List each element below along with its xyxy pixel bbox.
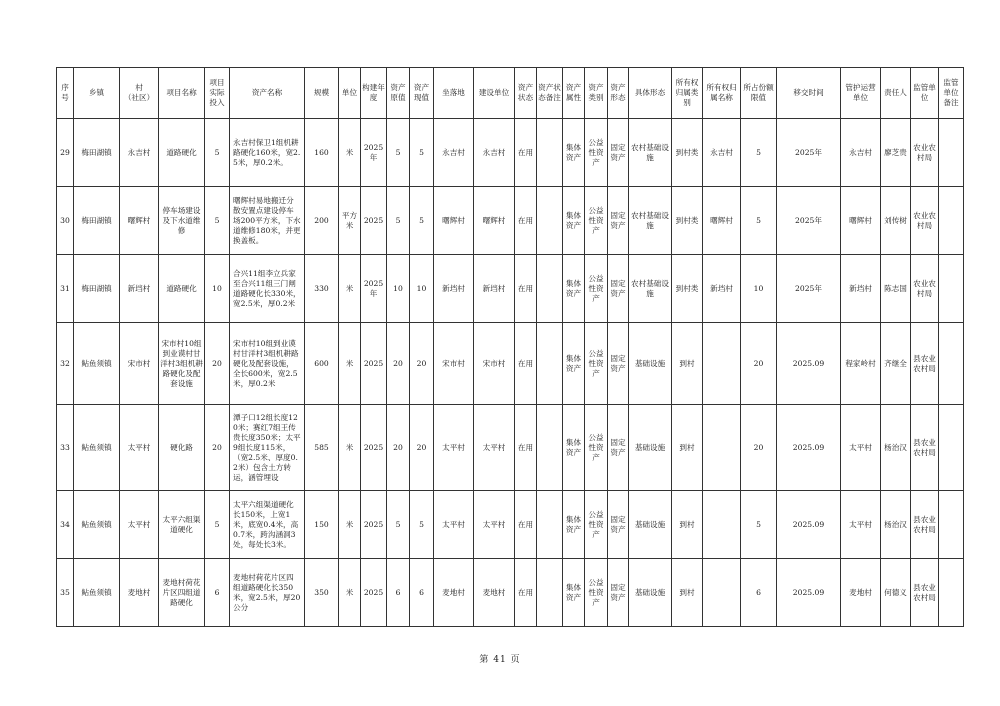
table-cell: 新垱村: [703, 255, 741, 323]
table-cell: 农业农村局: [911, 187, 939, 255]
table-cell: 集体资产: [563, 119, 585, 187]
table-cell: 永吉村: [841, 119, 881, 187]
column-header: 规模: [305, 68, 339, 119]
table-cell: [537, 491, 563, 559]
table-cell: [537, 255, 563, 323]
table-cell: [939, 323, 964, 405]
table-cell: 到村类: [672, 119, 703, 187]
table-cell: 2025.09: [777, 491, 841, 559]
table-cell: 2025.09: [777, 559, 841, 627]
table-cell: 太平六组渠道硬化: [159, 491, 205, 559]
table-cell: 杨治汉: [881, 405, 911, 491]
table-cell: 廖芝贵: [881, 119, 911, 187]
table-row: [57, 491, 964, 559]
table-cell: [939, 491, 964, 559]
table-cell: 宋市村: [120, 323, 159, 405]
table-cell: 县农业农村局: [911, 323, 939, 405]
table-cell: 齐继全: [881, 323, 911, 405]
table-cell: 2025.09: [777, 323, 841, 405]
table-cell: 2025: [361, 323, 387, 405]
table-cell: 永吉村: [120, 119, 159, 187]
table-cell: 农业农村局: [911, 119, 939, 187]
table-cell: 2025年: [361, 255, 387, 323]
table-cell: 5: [410, 119, 434, 187]
table-cell: 公益性资产: [585, 491, 608, 559]
column-header: 建设单位: [474, 68, 515, 119]
table-cell: 太平村: [434, 491, 474, 559]
table-cell: 鲇鱼须镇: [74, 491, 120, 559]
table-cell: 米: [339, 255, 361, 323]
table-cell: [537, 405, 563, 491]
table-cell: [537, 119, 563, 187]
table-cell: [703, 559, 741, 627]
table-cell: 集体资产: [563, 559, 585, 627]
table-cell: [537, 559, 563, 627]
table-cell: 新垱村: [474, 255, 515, 323]
table-cell: 在用: [515, 491, 537, 559]
table-cell: 5: [410, 491, 434, 559]
table-cell: 到村类: [672, 187, 703, 255]
table-cell: 6: [410, 559, 434, 627]
table-cell: 太平村: [120, 405, 159, 491]
table-cell: [537, 323, 563, 405]
table-cell: 曙辉村: [703, 187, 741, 255]
table-cell: 基础设施: [629, 559, 672, 627]
table-row: [57, 255, 964, 323]
page-number: 第 41 页: [479, 655, 521, 665]
table-cell: 麦地村: [120, 559, 159, 627]
table-row: [57, 187, 964, 255]
column-header: 构建年度: [361, 68, 387, 119]
table-cell: 31: [57, 255, 74, 323]
header-row: [57, 68, 964, 119]
table-cell: 固定资产: [608, 405, 629, 491]
table-cell: 曙辉村: [120, 187, 159, 255]
table-cell: 曙辉村: [841, 187, 881, 255]
table-cell: 在用: [515, 559, 537, 627]
table-cell: 宋市村10组到业谟村甘洋村3组机耕路硬化及配套设施，全长600米，宽2.5米，厚0.2米: [230, 323, 305, 405]
table-cell: 固定资产: [608, 255, 629, 323]
table-cell: 停车场建设及下水道维修: [159, 187, 205, 255]
table-cell: [703, 323, 741, 405]
column-header: 具体形态: [629, 68, 672, 119]
asset-table-sheet: [56, 67, 959, 627]
table-cell: 合兴11组李立兵家至合兴11组三门闸道路硬化长330米，宽2.5米，厚0.2米: [230, 255, 305, 323]
table-cell: 米: [339, 405, 361, 491]
table-cell: [537, 187, 563, 255]
table-cell: 585: [305, 405, 339, 491]
column-header: 项目名称: [159, 68, 205, 119]
table-cell: 34: [57, 491, 74, 559]
table-cell: 5: [387, 187, 410, 255]
table-cell: 20: [741, 323, 777, 405]
table-row: [57, 559, 964, 627]
table-cell: 农村基础设施: [629, 255, 672, 323]
table-cell: 米: [339, 491, 361, 559]
table-cell: 到村: [672, 323, 703, 405]
table-cell: 新垱村: [434, 255, 474, 323]
table-cell: 道路硬化: [159, 119, 205, 187]
table-cell: 永吉村保卫1组机耕路硬化160米，宽2.5米，厚0.2米。: [230, 119, 305, 187]
table-cell: 太平六组渠道硬化长150米，上宽1米，底宽0.4米，高0.7米，跨沟涵洞3处，每处长3米。: [230, 491, 305, 559]
table-cell: 集体资产: [563, 323, 585, 405]
column-header: 单位: [339, 68, 361, 119]
table-cell: 陈志国: [881, 255, 911, 323]
table-cell: 2025年: [777, 255, 841, 323]
table-cell: 10: [387, 255, 410, 323]
column-header: 责任人: [881, 68, 911, 119]
column-header: 资产形态: [608, 68, 629, 119]
column-header: 项目实际投入: [205, 68, 230, 119]
table-cell: 350: [305, 559, 339, 627]
table-cell: 宋市村: [474, 323, 515, 405]
column-header: 所有权归属类别: [672, 68, 703, 119]
table-cell: 2025: [361, 491, 387, 559]
column-header: 监管单位: [911, 68, 939, 119]
table-cell: 到村类: [672, 255, 703, 323]
table-cell: [939, 119, 964, 187]
column-header: 序号: [57, 68, 74, 119]
table-cell: 2025年: [777, 119, 841, 187]
table-cell: 集体资产: [563, 187, 585, 255]
table-cell: 到村: [672, 559, 703, 627]
table-cell: 公益性资产: [585, 405, 608, 491]
table-cell: [703, 405, 741, 491]
column-header: 资产属性: [563, 68, 585, 119]
table-cell: 固定资产: [608, 559, 629, 627]
table-cell: 5: [410, 187, 434, 255]
asset-table: [56, 67, 964, 627]
table-cell: 永吉村: [434, 119, 474, 187]
column-header: 移交时间: [777, 68, 841, 119]
table-cell: 麦地村荷花片区四组道路硬化长350米，宽2.5米，厚20公分: [230, 559, 305, 627]
table-row: [57, 405, 964, 491]
table-cell: [939, 187, 964, 255]
table-cell: 农村基础设施: [629, 187, 672, 255]
table-cell: 麦地村: [841, 559, 881, 627]
table-cell: [939, 255, 964, 323]
table-cell: 33: [57, 405, 74, 491]
table-cell: 公益性资产: [585, 323, 608, 405]
table-cell: 在用: [515, 405, 537, 491]
table-cell: 米: [339, 119, 361, 187]
table-cell: 新垱村: [841, 255, 881, 323]
table-cell: 2025年: [361, 119, 387, 187]
table-cell: 2025年: [777, 187, 841, 255]
column-header: 资产类别: [585, 68, 608, 119]
table-cell: 平方米: [339, 187, 361, 255]
column-header: 资产现值: [410, 68, 434, 119]
table-cell: 35: [57, 559, 74, 627]
table-cell: [703, 491, 741, 559]
table-cell: 永吉村: [703, 119, 741, 187]
table-cell: 刘传树: [881, 187, 911, 255]
table-cell: 米: [339, 559, 361, 627]
table-cell: 公益性资产: [585, 255, 608, 323]
table-cell: 330: [305, 255, 339, 323]
table-cell: 太平村: [841, 491, 881, 559]
table-cell: 县农业农村局: [911, 405, 939, 491]
table-cell: 太平村: [841, 405, 881, 491]
table-cell: 新垱村: [120, 255, 159, 323]
column-header: 监管单位备注: [939, 68, 964, 119]
table-cell: 固定资产: [608, 323, 629, 405]
table-cell: 5: [387, 119, 410, 187]
table-cell: 县农业农村局: [911, 559, 939, 627]
table-body: [57, 119, 964, 627]
table-cell: 鲇鱼须镇: [74, 405, 120, 491]
table-cell: [939, 559, 964, 627]
table-cell: 宋市村: [434, 323, 474, 405]
table-cell: 基础设施: [629, 405, 672, 491]
table-cell: 在用: [515, 187, 537, 255]
column-header: 所有权归属名称: [703, 68, 741, 119]
table-cell: 10: [410, 255, 434, 323]
table-cell: 梅田湖镇: [74, 119, 120, 187]
column-header: 坐落地: [434, 68, 474, 119]
table-cell: 宋市村10组到业谟村甘洋村3组机耕路硬化及配套设施: [159, 323, 205, 405]
table-cell: 曙辉村易地搬迁分散安置点建设停车场200平方米，下水道维修180米，并更换盖板。: [230, 187, 305, 255]
table-cell: 32: [57, 323, 74, 405]
table-cell: 公益性资产: [585, 559, 608, 627]
table-cell: 到村: [672, 491, 703, 559]
table-cell: 到村: [672, 405, 703, 491]
table-cell: 固定资产: [608, 187, 629, 255]
table-cell: 6: [741, 559, 777, 627]
table-cell: 麦地村: [434, 559, 474, 627]
table-cell: 集体资产: [563, 255, 585, 323]
table-cell: 在用: [515, 255, 537, 323]
table-cell: 6: [205, 559, 230, 627]
table-cell: 150: [305, 491, 339, 559]
table-cell: 29: [57, 119, 74, 187]
table-cell: 20: [410, 323, 434, 405]
table-cell: 20: [741, 405, 777, 491]
table-cell: 潭子口12组长度120米；赛红7组王传贵长度350米；太平9组长度115米，（宽2.5米、厚度0.2米）包含土方转运，涵管埋设: [230, 405, 305, 491]
table-cell: 集体资产: [563, 405, 585, 491]
table-cell: 集体资产: [563, 491, 585, 559]
table-cell: 太平村: [474, 491, 515, 559]
table-cell: 5: [387, 491, 410, 559]
table-cell: 5: [205, 491, 230, 559]
table-cell: 20: [410, 405, 434, 491]
column-header: 资产状态备注: [537, 68, 563, 119]
table-cell: 2025.09: [777, 405, 841, 491]
table-cell: 2025: [361, 405, 387, 491]
table-cell: 农业农村局: [911, 255, 939, 323]
table-cell: 10: [205, 255, 230, 323]
table-cell: 2025: [361, 559, 387, 627]
table-cell: 梅田湖镇: [74, 255, 120, 323]
table-cell: 道路硬化: [159, 255, 205, 323]
table-cell: 20: [387, 405, 410, 491]
table-cell: 公益性资产: [585, 119, 608, 187]
table-cell: 5: [741, 491, 777, 559]
table-cell: 米: [339, 323, 361, 405]
column-header: 资产状态: [515, 68, 537, 119]
table-cell: 麦地村: [474, 559, 515, 627]
table-cell: 硬化路: [159, 405, 205, 491]
table-cell: 200: [305, 187, 339, 255]
table-cell: 600: [305, 323, 339, 405]
column-header: 资产名称: [230, 68, 305, 119]
table-cell: 程家岭村: [841, 323, 881, 405]
column-header: 管护运营单位: [841, 68, 881, 119]
table-cell: 固定资产: [608, 491, 629, 559]
column-header: 乡镇: [74, 68, 120, 119]
table-cell: 太平村: [474, 405, 515, 491]
table-cell: 鲇鱼须镇: [74, 323, 120, 405]
table-cell: 6: [387, 559, 410, 627]
column-header: 资产原值: [387, 68, 410, 119]
table-cell: 梅田湖镇: [74, 187, 120, 255]
table-cell: 太平村: [434, 405, 474, 491]
table-cell: 20: [387, 323, 410, 405]
table-cell: 2025: [361, 187, 387, 255]
table-cell: 县农业农村局: [911, 491, 939, 559]
table-cell: 20: [205, 323, 230, 405]
column-header: 所占份额限值: [741, 68, 777, 119]
table-cell: 麦地村荷花片区四组道路硬化: [159, 559, 205, 627]
table-cell: 在用: [515, 323, 537, 405]
table-cell: 基础设施: [629, 491, 672, 559]
table-cell: 10: [741, 255, 777, 323]
table-cell: 固定资产: [608, 119, 629, 187]
table-cell: 160: [305, 119, 339, 187]
table-cell: 太平村: [120, 491, 159, 559]
column-header: 村 （社区）: [120, 68, 159, 119]
table-cell: 公益性资产: [585, 187, 608, 255]
table-cell: 何德义: [881, 559, 911, 627]
table-cell: 5: [741, 187, 777, 255]
table-cell: 30: [57, 187, 74, 255]
table-row: [57, 323, 964, 405]
table-cell: 农村基础设施: [629, 119, 672, 187]
table-cell: 5: [741, 119, 777, 187]
table-cell: [939, 405, 964, 491]
table-cell: 永吉村: [474, 119, 515, 187]
table-cell: 在用: [515, 119, 537, 187]
table-cell: 曙辉村: [474, 187, 515, 255]
table-cell: 5: [205, 187, 230, 255]
table-cell: 5: [205, 119, 230, 187]
table-cell: 杨治汉: [881, 491, 911, 559]
table-cell: 鲇鱼须镇: [74, 559, 120, 627]
table-cell: 20: [205, 405, 230, 491]
table-row: [57, 119, 964, 187]
table-cell: 基础设施: [629, 323, 672, 405]
table-cell: 曙辉村: [434, 187, 474, 255]
